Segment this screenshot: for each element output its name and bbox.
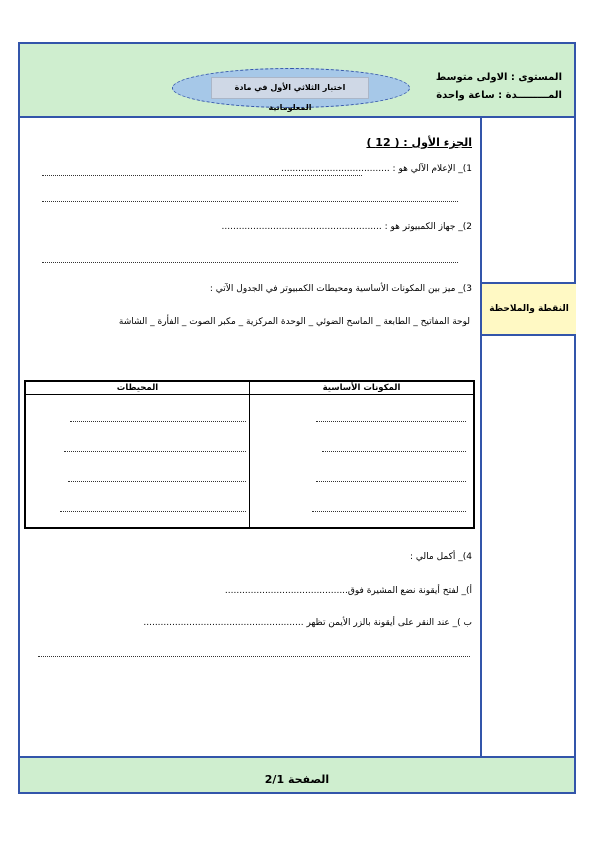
basic-components-header: المكونات الأساسية	[250, 381, 475, 395]
q4b-text: ب )_ عند النقر على أيقونة بالزر الأيمن تظهر ........................................................	[143, 618, 472, 628]
part1-title: الجزء الأول : ( 12 )	[366, 136, 472, 149]
q4-text: 4)_ أكمل مالي :	[410, 552, 472, 562]
q4a-text: أ)_ لفتح أيقونة نضع المشيرة فوق...........................................	[224, 586, 472, 596]
page-number: الصفحة 2/1	[264, 773, 330, 786]
grade-label: النقطة والملاحظة	[482, 282, 576, 336]
answer-line	[60, 511, 246, 512]
q2-answer-line	[42, 262, 458, 263]
footer-band	[20, 756, 574, 792]
level-text: المستوى : الاولى متوسط	[435, 72, 562, 83]
grade-column	[480, 118, 576, 760]
answer-line	[322, 451, 466, 452]
peripherals-cell	[25, 395, 250, 529]
basic-components-cell	[250, 395, 475, 529]
answer-line	[70, 421, 246, 422]
title-oval	[172, 68, 410, 112]
answer-line	[68, 481, 246, 482]
answer-line	[316, 421, 466, 422]
q2-text: 2)_ جهاز الكمبيوتر هو : ........................................................	[221, 222, 472, 232]
q1-text: 1)_ الإعلام الآلي هو : ......................................	[280, 164, 472, 174]
duration-text: المـــــــــدة : ساعة واحدة	[436, 90, 562, 101]
q3-items: لوحة المفاتيح _ الطابعة _ الماسح الضوئي _ الوحدة المركزية _ مكبر الصوت _ الفأرة _ الشاشة	[118, 317, 470, 327]
exam-frame	[18, 42, 576, 794]
answer-line	[64, 451, 246, 452]
q4b-answer-line	[38, 656, 470, 657]
answer-line	[312, 511, 466, 512]
answer-line	[316, 481, 466, 482]
q1-answer-line-2	[42, 201, 458, 202]
header-band	[20, 44, 574, 118]
peripherals-header: المحيطات	[25, 381, 250, 395]
q1-answer-line-1	[42, 175, 362, 176]
components-table	[24, 380, 475, 529]
exam-title: اختبار الثلاثي الأول في مادة المعلوماتية	[211, 77, 369, 99]
q3-text: 3)_ ميز بين المكونات الأساسية ومحيطات الكمبيوتر في الجدول الآتي :	[209, 284, 472, 294]
